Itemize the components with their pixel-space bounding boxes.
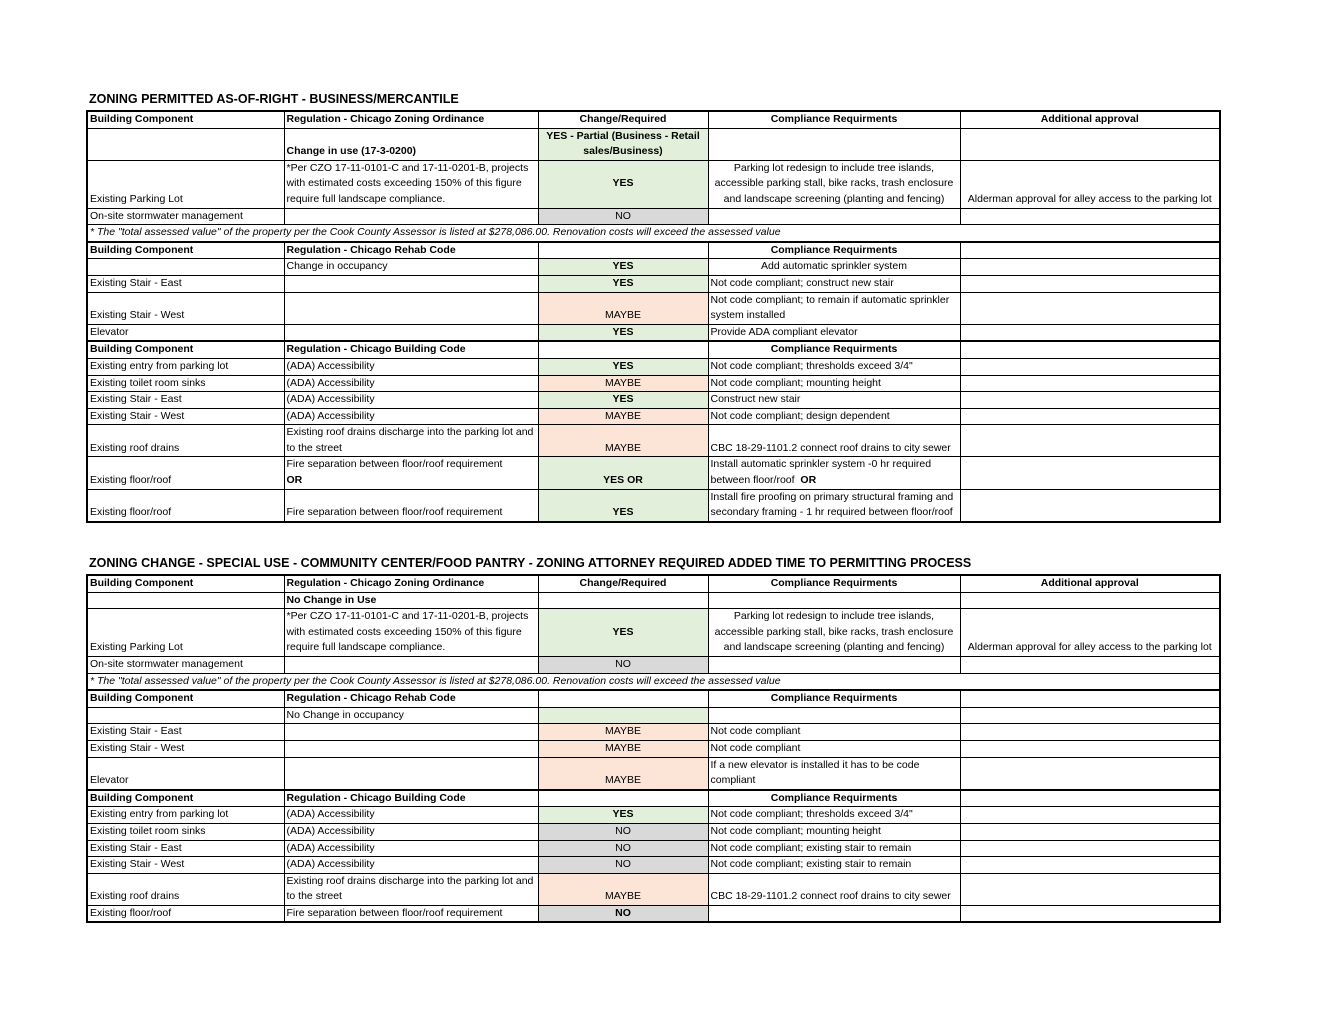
cell [960, 392, 1220, 409]
cell: *Per CZO 17-11-0101-C and 17-11-0201-B, projects with estimated costs exceeding 150% of this figure require full landscape compliance. [284, 160, 538, 208]
cell: Existing toilet room sinks [87, 375, 284, 392]
cell [960, 425, 1220, 457]
status-cell: NO [538, 840, 708, 857]
cell [960, 857, 1220, 874]
cell: Existing Stair - East [87, 840, 284, 857]
cell [960, 358, 1220, 375]
cell: (ADA) Accessibility [284, 408, 538, 425]
cell [87, 259, 284, 276]
cell [284, 724, 538, 741]
status-cell: YES [538, 259, 708, 276]
cell: Existing roof drains discharge into the parking lot and to the street [284, 425, 538, 457]
cell [708, 457, 960, 489]
status-cell: MAYBE [538, 375, 708, 392]
cell: Existing Stair - West [87, 740, 284, 757]
cell: (ADA) Accessibility [284, 807, 538, 824]
status-cell: MAYBE [538, 740, 708, 757]
table-row [87, 724, 1220, 741]
cell: Parking lot redesign to include tree islands, accessible parking stall, bike racks, trash enclosure and landscape screening (planting and fencing) [708, 609, 960, 657]
table-row [87, 740, 1220, 757]
header-cell: Additional approval [960, 111, 1220, 128]
status-cell [538, 707, 708, 724]
cell: (ADA) Accessibility [284, 823, 538, 840]
header-cell: Change/Required [538, 575, 708, 592]
cell-text: Fire separation between floor/roof requirement [286, 458, 503, 471]
table-row [87, 457, 1220, 489]
cell: On-site stormwater management [87, 656, 284, 673]
cell [960, 457, 1220, 489]
header-cell: Building Component [87, 111, 284, 128]
cell: Existing Stair - East [87, 392, 284, 409]
cell [284, 324, 538, 341]
cell [284, 208, 538, 225]
cell [284, 757, 538, 790]
cell [960, 707, 1220, 724]
cell: Change in occupancy [284, 259, 538, 276]
cell: (ADA) Accessibility [284, 392, 538, 409]
cell [960, 873, 1220, 905]
building-header-row [87, 790, 1220, 807]
cell [708, 656, 960, 673]
cell [708, 128, 960, 160]
cell: Not code compliant; thresholds exceed 3/4" [708, 807, 960, 824]
cell: Change in use (17-3-0200) [284, 128, 538, 160]
cell [960, 259, 1220, 276]
cell: (ADA) Accessibility [284, 375, 538, 392]
cell: Existing Parking Lot [87, 160, 284, 208]
status-cell: NO [538, 857, 708, 874]
table-header-row [87, 575, 1220, 592]
header-cell: Building Component [87, 242, 284, 259]
header-cell: Regulation - Chicago Rehab Code [284, 690, 538, 707]
status-cell: YES [538, 489, 708, 522]
header-cell: Compliance Requirments [708, 575, 960, 592]
cell [960, 489, 1220, 522]
header-cell: Regulation - Chicago Zoning Ordinance [284, 111, 538, 128]
cell: Elevator [87, 324, 284, 341]
cell: Not code compliant; mounting height [708, 375, 960, 392]
note-row [87, 225, 1220, 242]
cell: Not code compliant; existing stair to remain [708, 857, 960, 874]
header-cell: Building Component [87, 790, 284, 807]
table-row [87, 324, 1220, 341]
header-cell [960, 690, 1220, 707]
status-cell: NO [538, 905, 708, 922]
cell: Existing entry from parking lot [87, 358, 284, 375]
cell [960, 408, 1220, 425]
assessed-value-note: * The "total assessed value" of the property per the Cook County Assessor is listed at $278,086.00. Renovation costs will exceed the assessed value [87, 225, 1220, 242]
cell: Fire separation between floor/roof requirement [284, 489, 538, 522]
cell: Fire separation between floor/roof requirement [284, 905, 538, 922]
table-header-row [87, 111, 1220, 128]
table-row [87, 840, 1220, 857]
cell: On-site stormwater management [87, 208, 284, 225]
table-row [87, 292, 1220, 324]
cell [960, 292, 1220, 324]
header-cell: Regulation - Chicago Building Code [284, 341, 538, 358]
header-cell: Compliance Requirments [708, 242, 960, 259]
cell: (ADA) Accessibility [284, 840, 538, 857]
cell [87, 707, 284, 724]
cell [960, 656, 1220, 673]
status-cell: YES [538, 807, 708, 824]
cell: Add automatic sprinkler system [708, 259, 960, 276]
cell: No Change in Use [284, 592, 538, 609]
cell: Existing roof drains [87, 873, 284, 905]
cell [87, 128, 284, 160]
cell: Existing roof drains discharge into the parking lot and to the street [284, 873, 538, 905]
status-cell: MAYBE [538, 724, 708, 741]
table-row [87, 275, 1220, 292]
header-cell: Building Component [87, 690, 284, 707]
table-row [87, 757, 1220, 790]
table-row [87, 707, 1220, 724]
cell-text: Install automatic sprinkler system -0 hr required between floor/roof [710, 458, 932, 487]
cell [960, 275, 1220, 292]
table-row [87, 609, 1220, 657]
cell: Not code compliant; to remain if automatic sprinkler system installed [708, 292, 960, 324]
status-cell: NO [538, 823, 708, 840]
cell: Not code compliant; design dependent [708, 408, 960, 425]
rehab-header-row [87, 690, 1220, 707]
cell: No Change in occupancy [284, 707, 538, 724]
header-cell: Regulation - Chicago Rehab Code [284, 242, 538, 259]
status-cell: MAYBE [538, 425, 708, 457]
header-cell [960, 242, 1220, 259]
status-cell: MAYBE [538, 757, 708, 790]
section1-table [86, 110, 1221, 523]
header-cell [538, 242, 708, 259]
cell: If a new elevator is installed it has to be code compliant [708, 757, 960, 790]
cell-text-bold: OR [800, 474, 817, 487]
cell [960, 807, 1220, 824]
building-header-row [87, 341, 1220, 358]
header-cell: Building Component [87, 575, 284, 592]
cell: Not code compliant [708, 740, 960, 757]
table-row [87, 160, 1220, 208]
cell-text-bold: OR [286, 474, 303, 487]
cell [708, 707, 960, 724]
cell: Existing roof drains [87, 425, 284, 457]
rehab-header-row [87, 242, 1220, 259]
header-cell: Change/Required [538, 111, 708, 128]
header-cell: Additional approval [960, 575, 1220, 592]
cell [960, 324, 1220, 341]
status-cell: MAYBE [538, 292, 708, 324]
table-row [87, 408, 1220, 425]
status-cell: NO [538, 656, 708, 673]
status-cell: YES [538, 358, 708, 375]
cell [960, 840, 1220, 857]
cell [284, 292, 538, 324]
cell [708, 208, 960, 225]
table-row [87, 905, 1220, 922]
status-cell: YES [538, 324, 708, 341]
header-cell: Compliance Requirments [708, 690, 960, 707]
cell: Not code compliant; existing stair to remain [708, 840, 960, 857]
cell: CBC 18-29-1101.2 connect roof drains to city sewer [708, 425, 960, 457]
header-cell: Building Component [87, 341, 284, 358]
table-row [87, 873, 1220, 905]
table-row [87, 807, 1220, 824]
cell: Existing Stair - East [87, 275, 284, 292]
header-cell [538, 341, 708, 358]
cell [960, 757, 1220, 790]
cell: Construct new stair [708, 392, 960, 409]
header-cell [538, 790, 708, 807]
cell [284, 740, 538, 757]
cell: Not code compliant; mounting height [708, 823, 960, 840]
cell [960, 208, 1220, 225]
cell: *Per CZO 17-11-0101-C and 17-11-0201-B, projects with estimated costs exceeding 150% of this figure require full landscape compliance. [284, 609, 538, 657]
cell: Not code compliant [708, 724, 960, 741]
cell [284, 457, 538, 489]
cell: Existing floor/roof [87, 905, 284, 922]
cell: Existing Stair - West [87, 292, 284, 324]
cell: Alderman approval for alley access to the parking lot [960, 160, 1220, 208]
cell [960, 740, 1220, 757]
cell: Existing Stair - West [87, 408, 284, 425]
table-row [87, 489, 1220, 522]
table-row [87, 656, 1220, 673]
table-row [87, 592, 1220, 609]
table-row [87, 857, 1220, 874]
cell: Existing toilet room sinks [87, 823, 284, 840]
cell: Not code compliant; construct new stair [708, 275, 960, 292]
table-row [87, 358, 1220, 375]
cell [960, 823, 1220, 840]
cell: Existing Stair - East [87, 724, 284, 741]
cell: Existing Parking Lot [87, 609, 284, 657]
table-row [87, 259, 1220, 276]
section2-table [86, 574, 1221, 923]
table-row [87, 128, 1220, 160]
cell: Not code compliant; thresholds exceed 3/4" [708, 358, 960, 375]
table-row [87, 208, 1220, 225]
cell [960, 724, 1220, 741]
section1-title: ZONING PERMITTED AS-OF-RIGHT - BUSINESS/MERCANTILE [89, 92, 459, 106]
status-cell [538, 592, 708, 609]
cell [284, 275, 538, 292]
header-cell [960, 341, 1220, 358]
status-cell: YES - Partial (Business - Retail sales/Business) [538, 128, 708, 160]
cell: Existing floor/roof [87, 489, 284, 522]
cell [960, 905, 1220, 922]
status-cell: YES OR [538, 457, 708, 489]
cell: (ADA) Accessibility [284, 857, 538, 874]
cell: Install fire proofing on primary structural framing and secondary framing - 1 hr required between floor/roof [708, 489, 960, 522]
table-row [87, 392, 1220, 409]
cell [960, 128, 1220, 160]
cell [960, 375, 1220, 392]
cell: Provide ADA compliant elevator [708, 324, 960, 341]
status-cell: YES [538, 392, 708, 409]
table-row [87, 375, 1220, 392]
cell: Alderman approval for alley access to the parking lot [960, 609, 1220, 657]
assessed-value-note: * The "total assessed value" of the property per the Cook County Assessor is listed at $278,086.00. Renovation costs will exceed the assessed value [87, 673, 1220, 690]
status-cell: YES [538, 160, 708, 208]
cell: (ADA) Accessibility [284, 358, 538, 375]
cell [708, 905, 960, 922]
cell: CBC 18-29-1101.2 connect roof drains to city sewer [708, 873, 960, 905]
status-cell: NO [538, 208, 708, 225]
header-cell [960, 790, 1220, 807]
header-cell: Compliance Requirments [708, 790, 960, 807]
header-cell: Compliance Requirments [708, 111, 960, 128]
table-row [87, 823, 1220, 840]
cell: Existing entry from parking lot [87, 807, 284, 824]
header-cell: Regulation - Chicago Building Code [284, 790, 538, 807]
section2-title: ZONING CHANGE - SPECIAL USE - COMMUNITY CENTER/FOOD PANTRY - ZONING ATTORNEY REQUIRED ADDED TIME TO PERMITTING PROCESS [89, 556, 972, 570]
cell: Elevator [87, 757, 284, 790]
header-cell: Regulation - Chicago Zoning Ordinance [284, 575, 538, 592]
status-cell: YES [538, 609, 708, 657]
table-row [87, 425, 1220, 457]
status-cell: YES [538, 275, 708, 292]
header-cell: Compliance Requirments [708, 341, 960, 358]
cell [708, 592, 960, 609]
status-cell: MAYBE [538, 873, 708, 905]
cell: Existing Stair - West [87, 857, 284, 874]
cell [284, 656, 538, 673]
cell [960, 592, 1220, 609]
status-cell: MAYBE [538, 408, 708, 425]
note-row [87, 673, 1220, 690]
header-cell [538, 690, 708, 707]
cell: Parking lot redesign to include tree islands, accessible parking stall, bike racks, trash enclosure and landscape screening (planting and fencing) [708, 160, 960, 208]
cell: Existing floor/roof [87, 457, 284, 489]
cell [87, 592, 284, 609]
